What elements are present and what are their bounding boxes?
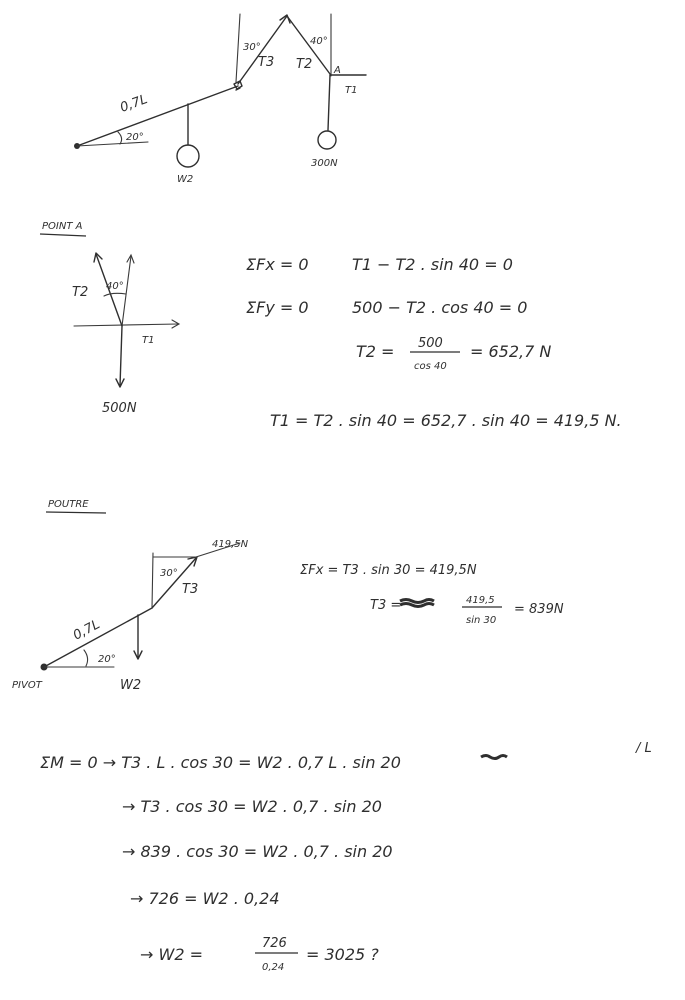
scribbled-out-text [400, 600, 434, 607]
eq-sum-fy-right: 500 − T2 . cos 40 = 0 [352, 298, 528, 317]
moment-side-note: / L [636, 741, 652, 756]
heading-underline [46, 512, 106, 513]
angle-label-40: 40° [310, 36, 328, 47]
t3-denominator: sin 30 [466, 615, 497, 626]
weight-300n-icon [318, 131, 336, 149]
weight-w2-icon [177, 145, 199, 167]
vertical-reference-line [152, 553, 153, 608]
poutre-section [12, 499, 564, 693]
eq-sum-fy-left: ΣFy = 0 [246, 298, 309, 317]
t2-numerator: 500 [418, 336, 443, 351]
label-t1: T1 [345, 85, 358, 96]
label-w2: W2 [177, 174, 194, 185]
hanging-rope-300n [328, 75, 330, 130]
scribbled-out-text [481, 756, 507, 759]
point-a-section [40, 221, 622, 430]
moment-line-5-result: = 3025 ? [306, 945, 379, 964]
moment-line-5-denominator: 0,24 [262, 962, 285, 973]
heading-underline [40, 234, 86, 236]
t1-computation: T1 = T2 . sin 40 = 652,7 . sin 40 = 419,5 N. [270, 411, 622, 430]
angle-label-20: 20° [126, 132, 144, 143]
force-label-4195n: 419,5N [212, 539, 249, 550]
angle-label-20: 20° [98, 654, 116, 665]
moment-line-5-lhs: → W2 = [140, 945, 203, 964]
label-pivot: PIVOT [12, 680, 42, 691]
angle-arc-40 [104, 293, 126, 296]
moment-line-4: → 726 = W2 . 0,24 [130, 889, 280, 908]
angle-label-30: 30° [243, 42, 261, 53]
t3-lhs: T3 = [370, 598, 402, 613]
t2-result: = 652,7 N [470, 342, 552, 361]
length-label-07L: 0,7L [118, 92, 150, 116]
eq-sum-fx-left: ΣFx = 0 [246, 255, 309, 274]
length-label-07L: 0,7L [70, 617, 103, 644]
t3-result: = 839N [514, 602, 564, 617]
angle-label-30: 30° [160, 568, 178, 579]
angle-arc-20 [84, 650, 88, 666]
angle-arc-20 [118, 132, 122, 144]
label-300n: 300N [311, 158, 338, 169]
fbd-label-t1: T1 [142, 335, 155, 346]
moment-line-3: → 839 . cos 30 = W2 . 0,7 . sin 20 [122, 842, 393, 861]
heading-poutre: POUTRE [48, 499, 89, 510]
fbd-label-t2: T2 [72, 285, 89, 300]
t3-numerator: 419,5 [466, 595, 495, 606]
moments-section [40, 741, 652, 973]
moment-line-2: → T3 . cos 30 = W2 . 0,7 . sin 20 [122, 797, 382, 816]
top-structure-diagram [74, 14, 366, 185]
heading-point-a: POINT A [42, 221, 83, 232]
eq-sum-fx-right: T1 − T2 . sin 40 = 0 [352, 255, 513, 274]
eq-sum-fx: ΣFx = T3 . sin 30 = 419,5N [300, 563, 477, 578]
label-t3: T3 [258, 55, 275, 70]
moment-line-1: ΣM = 0 → T3 . L . cos 30 = W2 . 0,7 L . sin 20 [40, 753, 401, 772]
label-t2: T2 [296, 57, 313, 72]
label-point-a: A [334, 65, 341, 76]
fbd-angle-40: 40° [106, 281, 124, 292]
t2-lhs: T2 = [356, 342, 395, 361]
fbd-label-500n: 500N [102, 401, 137, 416]
weight-vector [120, 326, 122, 386]
beam-line [77, 86, 238, 146]
moment-line-5-numerator: 726 [262, 936, 287, 951]
label-w2: W2 [120, 678, 142, 693]
vertical-reference-line [236, 14, 240, 82]
x-axis-line [74, 324, 178, 326]
t2-denominator: cos 40 [414, 361, 447, 372]
label-t3: T3 [182, 582, 199, 597]
